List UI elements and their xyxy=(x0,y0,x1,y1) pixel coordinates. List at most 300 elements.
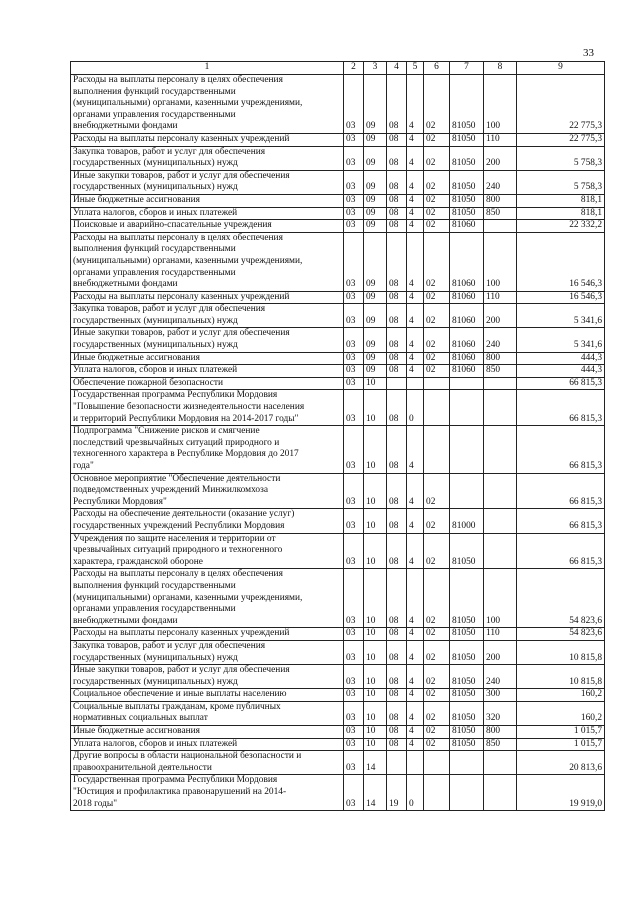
row-code-cell: 02 xyxy=(424,665,450,689)
row-code-cell: 10 xyxy=(364,569,387,628)
row-code-cell: 02 xyxy=(424,194,450,207)
row-name-cell: Иные бюджетные ассигнования xyxy=(71,194,344,207)
table-row xyxy=(71,751,605,775)
row-name-cell: Поисковые и аварийно-спасательные учреждения xyxy=(71,220,344,233)
row-code-cell xyxy=(450,377,484,390)
row-code-cell: 02 xyxy=(424,533,450,569)
row-name-cell: Социальные выплаты гражданам, кроме публичных нормативных социальных выплат xyxy=(71,701,344,725)
row-code-cell: 02 xyxy=(424,738,450,751)
row-code-cell: 03 xyxy=(344,194,364,207)
row-code-cell: 03 xyxy=(344,775,364,811)
table-row xyxy=(71,75,605,134)
row-code-cell: 02 xyxy=(424,220,450,233)
row-code-cell: 81060 xyxy=(450,328,484,352)
row-code-cell: 81050 xyxy=(450,194,484,207)
row-code-cell: 09 xyxy=(364,170,387,194)
row-code-cell: 03 xyxy=(344,726,364,739)
row-code-cell: 81050 xyxy=(450,146,484,170)
table-row xyxy=(71,194,605,207)
row-code-cell: 81050 xyxy=(450,133,484,146)
row-code-cell: 81050 xyxy=(450,738,484,751)
row-code-cell: 320 xyxy=(484,701,517,725)
row-amount-cell: 444,3 xyxy=(517,352,605,365)
row-code-cell: 02 xyxy=(424,75,450,134)
row-code-cell: 110 xyxy=(484,628,517,641)
row-code-cell: 03 xyxy=(344,365,364,378)
row-code-cell: 09 xyxy=(364,194,387,207)
row-code-cell: 0 xyxy=(407,390,424,426)
row-code-cell: 08 xyxy=(387,220,407,233)
row-code-cell: 81000 xyxy=(450,509,484,533)
table-row xyxy=(71,170,605,194)
row-code-cell: 03 xyxy=(344,426,364,473)
row-amount-cell: 818,1 xyxy=(517,194,605,207)
row-code-cell: 4 xyxy=(407,365,424,378)
row-name-cell: Учреждения по защите населения и территории от чрезвычайных ситуаций природного и техногенного характера, гражданской обороне xyxy=(71,533,344,569)
row-code-cell: 08 xyxy=(387,569,407,628)
row-amount-cell: 22 775,3 xyxy=(517,75,605,134)
table-row xyxy=(71,701,605,725)
row-code-cell: 14 xyxy=(364,751,387,775)
row-code-cell xyxy=(450,775,484,811)
row-amount-cell: 5 341,6 xyxy=(517,304,605,328)
row-code-cell: 08 xyxy=(387,304,407,328)
row-code-cell: 02 xyxy=(424,207,450,220)
row-code-cell: 02 xyxy=(424,170,450,194)
row-code-cell: 4 xyxy=(407,569,424,628)
row-amount-cell: 10 815,8 xyxy=(517,640,605,664)
row-amount-cell: 5 341,6 xyxy=(517,328,605,352)
row-code-cell: 03 xyxy=(344,377,364,390)
row-code-cell: 10 xyxy=(364,509,387,533)
row-code-cell: 4 xyxy=(407,509,424,533)
row-code-cell: 4 xyxy=(407,640,424,664)
row-code-cell: 09 xyxy=(364,133,387,146)
row-code-cell: 09 xyxy=(364,75,387,134)
row-code-cell xyxy=(387,751,407,775)
row-code-cell: 81060 xyxy=(450,232,484,291)
table-row xyxy=(71,426,605,473)
row-code-cell: 110 xyxy=(484,133,517,146)
table-row xyxy=(71,533,605,569)
row-code-cell: 81060 xyxy=(450,304,484,328)
row-code-cell: 81050 xyxy=(450,170,484,194)
row-code-cell: 08 xyxy=(387,75,407,134)
row-amount-cell: 22 332,2 xyxy=(517,220,605,233)
row-code-cell: 10 xyxy=(364,640,387,664)
row-code-cell: 10 xyxy=(364,390,387,426)
row-code-cell xyxy=(387,377,407,390)
row-code-cell: 02 xyxy=(424,689,450,702)
row-code-cell: 81060 xyxy=(450,352,484,365)
row-code-cell: 03 xyxy=(344,509,364,533)
row-code-cell: 81050 xyxy=(450,701,484,725)
row-code-cell: 08 xyxy=(387,738,407,751)
row-code-cell: 09 xyxy=(364,291,387,304)
row-code-cell: 4 xyxy=(407,194,424,207)
row-code-cell: 03 xyxy=(344,701,364,725)
row-code-cell: 4 xyxy=(407,426,424,473)
row-name-cell: Расходы на обеспечение деятельности (оказание услуг) государственных учреждений Республики Мордовия xyxy=(71,509,344,533)
row-code-cell: 300 xyxy=(484,689,517,702)
row-name-cell: Иные закупки товаров, работ и услуг для обеспечения государственных (муниципальных) нужд xyxy=(71,665,344,689)
row-code-cell: 81050 xyxy=(450,726,484,739)
row-amount-cell: 66 815,3 xyxy=(517,533,605,569)
table-row xyxy=(71,509,605,533)
row-code-cell: 03 xyxy=(344,533,364,569)
row-amount-cell: 1 015,7 xyxy=(517,738,605,751)
row-amount-cell: 22 775,3 xyxy=(517,133,605,146)
row-code-cell: 02 xyxy=(424,304,450,328)
row-amount-cell: 66 815,3 xyxy=(517,509,605,533)
row-code-cell xyxy=(484,533,517,569)
row-code-cell: 240 xyxy=(484,665,517,689)
row-code-cell: 4 xyxy=(407,533,424,569)
row-name-cell: Расходы на выплаты персоналу казенных учреждений xyxy=(71,628,344,641)
table-row xyxy=(71,365,605,378)
row-code-cell: 09 xyxy=(364,352,387,365)
header-row xyxy=(71,62,605,75)
row-code-cell: 850 xyxy=(484,207,517,220)
row-code-cell: 110 xyxy=(484,291,517,304)
row-code-cell: 4 xyxy=(407,628,424,641)
row-code-cell: 81060 xyxy=(450,220,484,233)
row-code-cell: 10 xyxy=(364,726,387,739)
row-code-cell: 240 xyxy=(484,170,517,194)
row-code-cell: 81050 xyxy=(450,207,484,220)
row-code-cell xyxy=(424,390,450,426)
row-code-cell: 09 xyxy=(364,328,387,352)
row-code-cell: 03 xyxy=(344,207,364,220)
header-cell: 1 xyxy=(71,62,344,75)
row-code-cell: 4 xyxy=(407,146,424,170)
row-code-cell: 03 xyxy=(344,751,364,775)
row-name-cell: Уплата налогов, сборов и иных платежей xyxy=(71,738,344,751)
row-code-cell: 81050 xyxy=(450,533,484,569)
table-body xyxy=(71,62,605,811)
row-name-cell: Обеспечение пожарной безопасности xyxy=(71,377,344,390)
table-row xyxy=(71,628,605,641)
row-code-cell: 08 xyxy=(387,689,407,702)
row-code-cell xyxy=(450,426,484,473)
row-code-cell: 08 xyxy=(387,365,407,378)
row-amount-cell: 20 813,6 xyxy=(517,751,605,775)
header-cell: 6 xyxy=(424,62,450,75)
row-name-cell: Расходы на выплаты персоналу в целях обеспечения выполнения функций государственными (муниципальными) органами, казенными учреждениями, органами управления государственными внебюджетными фондами xyxy=(71,75,344,134)
row-code-cell xyxy=(450,473,484,509)
header-cell: 3 xyxy=(364,62,387,75)
row-code-cell: 81050 xyxy=(450,569,484,628)
row-code-cell: 03 xyxy=(344,352,364,365)
row-code-cell: 100 xyxy=(484,569,517,628)
row-code-cell: 240 xyxy=(484,328,517,352)
row-name-cell: Расходы на выплаты персоналу в целях обеспечения выполнения функций государственными (муниципальными) органами, казенными учреждениями, органами управления государственными внебюджетными фондами xyxy=(71,569,344,628)
table-row xyxy=(71,146,605,170)
row-code-cell: 08 xyxy=(387,426,407,473)
table-row xyxy=(71,640,605,664)
table-row xyxy=(71,291,605,304)
row-amount-cell: 66 815,3 xyxy=(517,390,605,426)
row-code-cell: 08 xyxy=(387,701,407,725)
row-name-cell: Подпрограмма "Снижение рисков и смягчение последствий чрезвычайных ситуаций природного и техногенного характера в Республике Мордовия до 2017 года" xyxy=(71,426,344,473)
row-code-cell: 14 xyxy=(364,775,387,811)
row-name-cell: Расходы на выплаты персоналу в целях обеспечения выполнения функций государственными (муниципальными) органами, казенными учреждениями, органами управления государственными внебюджетными фондами xyxy=(71,232,344,291)
row-code-cell xyxy=(484,775,517,811)
row-code-cell: 4 xyxy=(407,352,424,365)
row-code-cell: 02 xyxy=(424,640,450,664)
row-code-cell: 100 xyxy=(484,75,517,134)
row-code-cell: 03 xyxy=(344,291,364,304)
row-code-cell: 08 xyxy=(387,328,407,352)
row-name-cell: Уплата налогов, сборов и иных платежей xyxy=(71,365,344,378)
row-code-cell: 81060 xyxy=(450,291,484,304)
row-name-cell: Другие вопросы в области национальной безопасности и правоохранительной деятельности xyxy=(71,751,344,775)
row-code-cell: 02 xyxy=(424,509,450,533)
row-code-cell xyxy=(484,751,517,775)
header-cell: 7 xyxy=(450,62,484,75)
row-code-cell: 19 xyxy=(387,775,407,811)
row-code-cell: 100 xyxy=(484,232,517,291)
row-code-cell xyxy=(484,390,517,426)
row-code-cell: 09 xyxy=(364,232,387,291)
header-cell: 5 xyxy=(407,62,424,75)
row-code-cell: 4 xyxy=(407,232,424,291)
row-code-cell xyxy=(407,751,424,775)
row-code-cell: 08 xyxy=(387,509,407,533)
row-code-cell: 81050 xyxy=(450,640,484,664)
row-code-cell: 4 xyxy=(407,291,424,304)
row-code-cell: 09 xyxy=(364,365,387,378)
row-code-cell: 81050 xyxy=(450,75,484,134)
row-amount-cell: 818,1 xyxy=(517,207,605,220)
row-code-cell: 10 xyxy=(364,665,387,689)
row-code-cell: 08 xyxy=(387,170,407,194)
row-code-cell: 800 xyxy=(484,352,517,365)
row-code-cell: 10 xyxy=(364,473,387,509)
row-code-cell: 03 xyxy=(344,146,364,170)
page-number: 33 xyxy=(583,47,594,59)
row-code-cell: 02 xyxy=(424,352,450,365)
row-code-cell xyxy=(484,377,517,390)
row-code-cell xyxy=(450,390,484,426)
row-code-cell: 81050 xyxy=(450,689,484,702)
row-code-cell: 02 xyxy=(424,473,450,509)
row-code-cell: 4 xyxy=(407,473,424,509)
row-code-cell: 4 xyxy=(407,328,424,352)
row-code-cell: 02 xyxy=(424,365,450,378)
row-code-cell: 08 xyxy=(387,232,407,291)
row-code-cell: 08 xyxy=(387,207,407,220)
row-code-cell: 03 xyxy=(344,569,364,628)
row-code-cell: 08 xyxy=(387,291,407,304)
table-row xyxy=(71,352,605,365)
row-code-cell: 03 xyxy=(344,170,364,194)
row-code-cell: 850 xyxy=(484,365,517,378)
row-code-cell xyxy=(424,377,450,390)
row-code-cell: 03 xyxy=(344,628,364,641)
row-code-cell xyxy=(484,220,517,233)
header-cell: 9 xyxy=(517,62,605,75)
row-amount-cell: 160,2 xyxy=(517,701,605,725)
row-code-cell: 03 xyxy=(344,232,364,291)
row-amount-cell: 444,3 xyxy=(517,365,605,378)
row-code-cell xyxy=(484,473,517,509)
header-cell: 8 xyxy=(484,62,517,75)
row-amount-cell: 16 546,3 xyxy=(517,232,605,291)
table-row xyxy=(71,569,605,628)
row-amount-cell: 5 758,3 xyxy=(517,146,605,170)
header-cell: 4 xyxy=(387,62,407,75)
row-name-cell: Уплата налогов, сборов и иных платежей xyxy=(71,207,344,220)
row-name-cell: Расходы на выплаты персоналу казенных учреждений xyxy=(71,291,344,304)
row-amount-cell: 54 823,6 xyxy=(517,628,605,641)
budget-table xyxy=(70,61,605,811)
row-code-cell: 02 xyxy=(424,232,450,291)
row-code-cell: 03 xyxy=(344,328,364,352)
row-name-cell: Социальное обеспечение и иные выплаты населению xyxy=(71,689,344,702)
row-code-cell: 4 xyxy=(407,170,424,194)
row-code-cell: 81050 xyxy=(450,628,484,641)
table-row xyxy=(71,738,605,751)
table-row xyxy=(71,473,605,509)
row-code-cell: 08 xyxy=(387,640,407,664)
row-code-cell: 02 xyxy=(424,569,450,628)
row-name-cell: Государственная программа Республики Мордовия "Юстиция и профилактика правонарушений на 2014- 2018 годы" xyxy=(71,775,344,811)
row-amount-cell: 54 823,6 xyxy=(517,569,605,628)
table-row xyxy=(71,304,605,328)
table-row xyxy=(71,775,605,811)
row-code-cell: 02 xyxy=(424,328,450,352)
row-code-cell: 4 xyxy=(407,701,424,725)
row-code-cell: 10 xyxy=(364,628,387,641)
row-amount-cell: 160,2 xyxy=(517,689,605,702)
row-code-cell: 09 xyxy=(364,220,387,233)
table-row xyxy=(71,377,605,390)
row-name-cell: Закупка товаров, работ и услуг для обеспечения государственных (муниципальных) нужд xyxy=(71,640,344,664)
row-code-cell: 03 xyxy=(344,75,364,134)
row-name-cell: Закупка товаров, работ и услуг для обеспечения государственных (муниципальных) нужд xyxy=(71,146,344,170)
row-code-cell: 4 xyxy=(407,220,424,233)
row-code-cell xyxy=(407,377,424,390)
row-code-cell: 02 xyxy=(424,701,450,725)
row-code-cell: 02 xyxy=(424,726,450,739)
table-row xyxy=(71,328,605,352)
row-code-cell xyxy=(424,426,450,473)
row-code-cell: 10 xyxy=(364,426,387,473)
row-code-cell: 4 xyxy=(407,726,424,739)
row-code-cell xyxy=(484,426,517,473)
row-amount-cell: 10 815,8 xyxy=(517,665,605,689)
row-code-cell: 200 xyxy=(484,304,517,328)
row-code-cell: 03 xyxy=(344,665,364,689)
row-code-cell: 10 xyxy=(364,689,387,702)
row-code-cell: 10 xyxy=(364,377,387,390)
row-code-cell: 800 xyxy=(484,726,517,739)
row-code-cell: 03 xyxy=(344,473,364,509)
row-code-cell: 4 xyxy=(407,689,424,702)
row-amount-cell: 16 546,3 xyxy=(517,291,605,304)
row-amount-cell: 1 015,7 xyxy=(517,726,605,739)
table-row xyxy=(71,133,605,146)
row-name-cell: Расходы на выплаты персоналу казенных учреждений xyxy=(71,133,344,146)
row-name-cell: Иные бюджетные ассигнования xyxy=(71,726,344,739)
row-code-cell: 08 xyxy=(387,194,407,207)
row-code-cell: 4 xyxy=(407,304,424,328)
table-row xyxy=(71,207,605,220)
row-code-cell: 4 xyxy=(407,738,424,751)
row-code-cell: 08 xyxy=(387,726,407,739)
row-code-cell: 800 xyxy=(484,194,517,207)
row-amount-cell: 66 815,3 xyxy=(517,426,605,473)
row-code-cell: 03 xyxy=(344,304,364,328)
row-code-cell xyxy=(450,751,484,775)
row-code-cell: 4 xyxy=(407,133,424,146)
row-amount-cell: 66 815,3 xyxy=(517,473,605,509)
row-code-cell: 03 xyxy=(344,390,364,426)
row-code-cell: 08 xyxy=(387,133,407,146)
row-amount-cell: 5 758,3 xyxy=(517,170,605,194)
row-code-cell: 09 xyxy=(364,207,387,220)
row-amount-cell: 66 815,3 xyxy=(517,377,605,390)
row-code-cell: 81060 xyxy=(450,365,484,378)
row-code-cell: 02 xyxy=(424,133,450,146)
row-code-cell: 0 xyxy=(407,775,424,811)
row-code-cell: 08 xyxy=(387,390,407,426)
row-name-cell: Основное мероприятие "Обеспечение деятельности подведомственных учреждений Минжилкомхоза Республики Мордовия" xyxy=(71,473,344,509)
row-code-cell: 02 xyxy=(424,146,450,170)
row-code-cell: 850 xyxy=(484,738,517,751)
row-code-cell: 03 xyxy=(344,220,364,233)
row-code-cell: 02 xyxy=(424,628,450,641)
row-code-cell: 08 xyxy=(387,628,407,641)
row-code-cell: 08 xyxy=(387,473,407,509)
row-code-cell xyxy=(424,775,450,811)
row-code-cell: 4 xyxy=(407,665,424,689)
row-code-cell: 08 xyxy=(387,146,407,170)
table-row xyxy=(71,220,605,233)
row-code-cell: 4 xyxy=(407,207,424,220)
row-code-cell: 09 xyxy=(364,304,387,328)
row-code-cell xyxy=(424,751,450,775)
row-code-cell: 200 xyxy=(484,640,517,664)
row-code-cell: 10 xyxy=(364,533,387,569)
table-row xyxy=(71,726,605,739)
row-code-cell: 08 xyxy=(387,352,407,365)
table-row xyxy=(71,232,605,291)
row-amount-cell: 19 919,0 xyxy=(517,775,605,811)
row-code-cell: 08 xyxy=(387,533,407,569)
row-code-cell: 03 xyxy=(344,738,364,751)
row-name-cell: Иные бюджетные ассигнования xyxy=(71,352,344,365)
row-code-cell: 81050 xyxy=(450,665,484,689)
row-code-cell: 03 xyxy=(344,640,364,664)
row-code-cell: 08 xyxy=(387,665,407,689)
row-code-cell: 03 xyxy=(344,689,364,702)
row-name-cell: Государственная программа Республики Мордовия "Повышение безопасности жизнедеятельности населения и территорий Республики Мордовия на 2014-2017 годы" xyxy=(71,390,344,426)
row-code-cell: 200 xyxy=(484,146,517,170)
row-code-cell: 03 xyxy=(344,133,364,146)
row-code-cell: 09 xyxy=(364,146,387,170)
row-code-cell: 02 xyxy=(424,291,450,304)
table-row xyxy=(71,665,605,689)
row-code-cell xyxy=(484,509,517,533)
table-row xyxy=(71,390,605,426)
table-row xyxy=(71,689,605,702)
header-cell: 2 xyxy=(344,62,364,75)
row-name-cell: Иные закупки товаров, работ и услуг для обеспечения государственных (муниципальных) нужд xyxy=(71,328,344,352)
row-name-cell: Иные закупки товаров, работ и услуг для обеспечения государственных (муниципальных) нужд xyxy=(71,170,344,194)
row-code-cell: 10 xyxy=(364,701,387,725)
